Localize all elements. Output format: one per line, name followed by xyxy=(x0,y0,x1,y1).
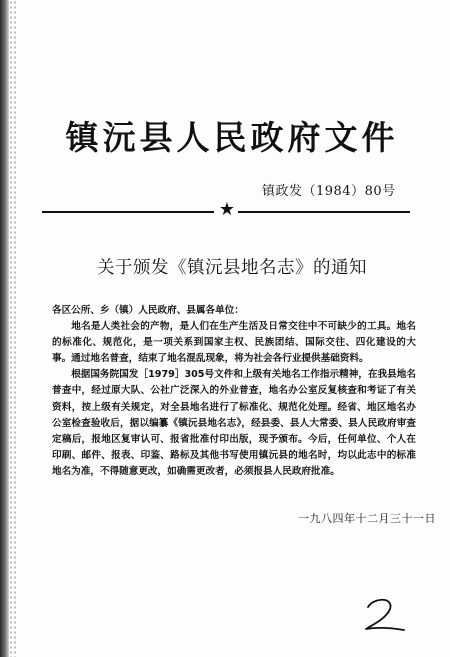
document-number: 镇政发（1984）80号 xyxy=(262,184,396,199)
paragraph-2: 根据国务院国发［1979］305号文件和上级有关地名工作指示精神，在我县地名普查中，经过原大队、公社广泛深入的外业普查，地名办公室反复核查和考证了有关资料，按上级有关规定，对全县地名进行了标准化、规范化处理。经省、地区地名办公室检查验收后，据以编纂《镇沅县地名志》，经县委、县人大常委、县人民政府审查定稿后，报地区复审认可、报省批准付印出版，现予颁布。今后，任何单位、个人在印刷、邮件、报表、印鉴、路标及其他书写使用镇沅县的地名时，均以此志中的标准地名为准，不得随意更改，如确需更改者，必须报县人民政府批准。 xyxy=(52,369,416,477)
header-separator xyxy=(42,199,410,220)
notice-title: 关于颁发《镇沅县地名志》的通知 xyxy=(97,258,367,278)
issue-date: 一九八四年十二月三十一日 xyxy=(298,512,436,525)
separator-line-left xyxy=(42,211,214,213)
paragraph-1: 地名是人类社会的产物，是人们在生产生活及日常交往中不可缺少的工具。地名的标准化、规范化，是一项关系到国家主权、民族团结、国际交往、四化建设的大事。通过地名普查，结束了地名混乱现象，将为社会各行业提供基础资料。 xyxy=(52,321,416,365)
star-icon: ★ xyxy=(218,199,236,220)
handwritten-page-number xyxy=(360,595,410,635)
salutation: 各区公所、乡（镇）人民政府、县属各单位： xyxy=(52,305,244,316)
notice-body xyxy=(52,303,416,480)
binding-edge xyxy=(0,0,9,657)
separator-line-right xyxy=(238,211,410,213)
binding-holes xyxy=(9,0,17,657)
issuer-header: 镇沅县人民政府文件 xyxy=(65,118,399,157)
